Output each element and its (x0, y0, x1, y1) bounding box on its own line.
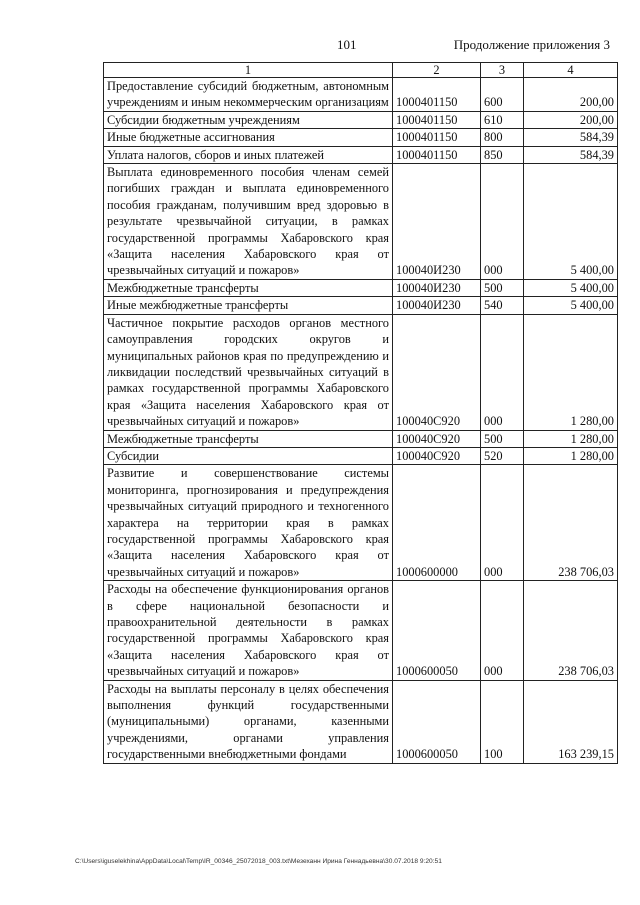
row-expense-type: 540 (481, 297, 524, 314)
table-row (104, 447, 618, 464)
row-expense-type: 800 (481, 129, 524, 146)
table-row (104, 297, 618, 314)
row-name: Расходы на выплаты персоналу в целях обеспечения выполнения функций государственными (муниципальными) органами, казенными учреждениями, органами управления государственными внебюджетными фондами (104, 680, 393, 763)
row-amount: 5 400,00 (524, 164, 618, 280)
row-code: 100040С920 (393, 447, 481, 464)
column-number-row (104, 63, 618, 78)
row-name: Частичное покрытие расходов органов местного самоуправления городских округов и муниципальных районов края по предупреждению и ликвидации последствий чрезвычайных ситуаций в рамках государственной программы Хабаровского края «Защита населения Хабаровского края от чрезвычайных ситуаций и пожаров» (104, 314, 393, 430)
row-expense-type: 520 (481, 447, 524, 464)
row-name: Иные бюджетные ассигнования (104, 129, 393, 146)
table-row (104, 465, 618, 581)
table-row (104, 581, 618, 680)
row-code: 1000600000 (393, 465, 481, 581)
row-code: 1000401150 (393, 129, 481, 146)
table-row (104, 314, 618, 430)
column-header-code: 2 (393, 63, 481, 78)
column-header-name: 1 (104, 63, 393, 78)
row-code: 100040И230 (393, 297, 481, 314)
row-amount: 1 280,00 (524, 447, 618, 464)
row-name: Выплата единовременного пособия членам семей погибших граждан и выплата единовременного пособия гражданам, получившим вред здоровью в результате чрезвычайной ситуации, в рамках государственной программы Хабаровского края «Защита населения Хабаровского края от чрезвычайных ситуаций и пожаров» (104, 164, 393, 280)
row-amount: 1 280,00 (524, 314, 618, 430)
row-name: Предоставление субсидий бюджетным, автономным учреждениям и иным некоммерческим организациям (104, 78, 393, 112)
row-amount: 584,39 (524, 129, 618, 146)
row-expense-type: 850 (481, 146, 524, 163)
row-amount: 163 239,15 (524, 680, 618, 763)
appendix-continuation-title: Продолжение приложения 3 (453, 37, 610, 52)
row-code: 100040С920 (393, 430, 481, 447)
row-expense-type: 600 (481, 78, 524, 112)
row-amount: 238 706,03 (524, 465, 618, 581)
row-expense-type: 000 (481, 314, 524, 430)
row-name: Иные межбюджетные трансферты (104, 297, 393, 314)
row-expense-type: 000 (481, 164, 524, 280)
row-code: 1000600050 (393, 581, 481, 680)
row-amount: 5 400,00 (524, 297, 618, 314)
row-name: Расходы на обеспечение функционирования органов в сфере национальной безопасности и правоохранительной деятельности в рамках государственной программы Хабаровского края «Защита населения Хабаровского края от чрезвычайных ситуаций и пожаров» (104, 581, 393, 680)
row-expense-type: 610 (481, 111, 524, 128)
row-expense-type: 000 (481, 465, 524, 581)
row-name: Межбюджетные трансферты (104, 279, 393, 296)
table-row (104, 129, 618, 146)
table-row (104, 78, 618, 112)
row-name: Субсидии (104, 447, 393, 464)
row-expense-type: 500 (481, 279, 524, 296)
budget-table (103, 62, 618, 764)
row-amount: 1 280,00 (524, 430, 618, 447)
table-row (104, 279, 618, 296)
row-code: 1000401150 (393, 111, 481, 128)
page-number: 101 (337, 37, 357, 52)
row-name: Субсидии бюджетным учреждениям (104, 111, 393, 128)
table-row (104, 164, 618, 280)
table-row (104, 680, 618, 763)
row-expense-type: 100 (481, 680, 524, 763)
row-amount: 5 400,00 (524, 279, 618, 296)
row-amount: 200,00 (524, 78, 618, 112)
table-row (104, 111, 618, 128)
row-code: 1000401150 (393, 146, 481, 163)
row-amount: 584,39 (524, 146, 618, 163)
row-name: Межбюджетные трансферты (104, 430, 393, 447)
row-code: 100040И230 (393, 164, 481, 280)
row-code: 1000401150 (393, 78, 481, 112)
row-code: 100040И230 (393, 279, 481, 296)
row-name: Развитие и совершенствование системы мониторинга, прогнозирования и предупреждения чрезвычайных ситуаций природного и техногенного характера на территории края в рамках государственной программы Хабаровского края «Защита населения Хабаровского края от чрезвычайных ситуаций и пожаров» (104, 465, 393, 581)
row-expense-type: 500 (481, 430, 524, 447)
row-amount: 238 706,03 (524, 581, 618, 680)
row-expense-type: 000 (481, 581, 524, 680)
document-footer-path: C:\Users\iguselekhina\AppData\Local\Temp\IR_00346_25072018_003.txt\Мезеханн Ирина Геннадьевна\30.07.2018 9:20:51 (75, 858, 442, 865)
table-row (104, 146, 618, 163)
row-code: 1000600050 (393, 680, 481, 763)
column-header-amount: 4 (524, 63, 618, 78)
table-row (104, 430, 618, 447)
column-header-expense-type: 3 (481, 63, 524, 78)
row-amount: 200,00 (524, 111, 618, 128)
row-name: Уплата налогов, сборов и иных платежей (104, 146, 393, 163)
row-code: 100040С920 (393, 314, 481, 430)
